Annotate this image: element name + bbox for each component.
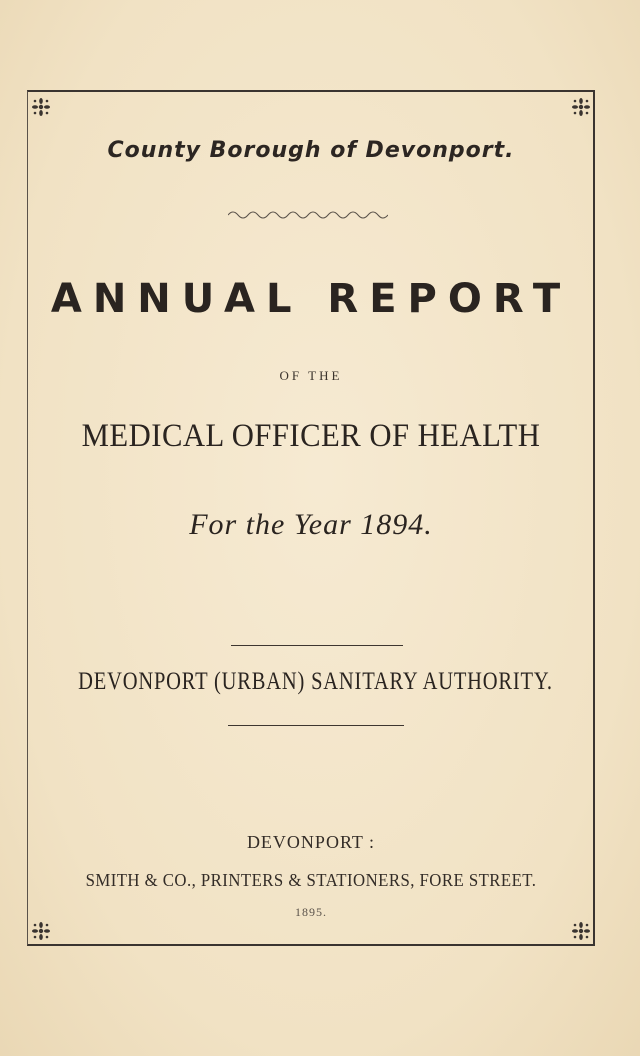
fleuron-icon bbox=[570, 920, 592, 942]
printer-imprint: SMITH & CO., PRINTERS & STATIONERS, FORE STREET. bbox=[85, 870, 537, 890]
fleuron-icon bbox=[30, 920, 52, 942]
wavy-divider bbox=[228, 208, 388, 222]
of-the-text: OF THE bbox=[279, 368, 343, 383]
fleuron-icon bbox=[30, 96, 52, 118]
authority-heading: DEVONPORT (URBAN) SANITARY AUTHORITY. bbox=[78, 668, 553, 695]
fleuron-icon bbox=[570, 96, 592, 118]
publication-year: 1895. bbox=[295, 905, 327, 919]
divider-rule-top bbox=[231, 645, 403, 646]
year-line: For the Year 1894. bbox=[189, 508, 433, 541]
county-heading: County Borough of Devonport. bbox=[107, 138, 515, 163]
divider-rule-bottom bbox=[228, 725, 404, 726]
subject-heading: MEDICAL OFFICER OF HEALTH bbox=[81, 418, 541, 454]
publication-place: DEVONPORT : bbox=[246, 832, 376, 852]
report-title: ANNUAL REPORT bbox=[50, 276, 572, 322]
